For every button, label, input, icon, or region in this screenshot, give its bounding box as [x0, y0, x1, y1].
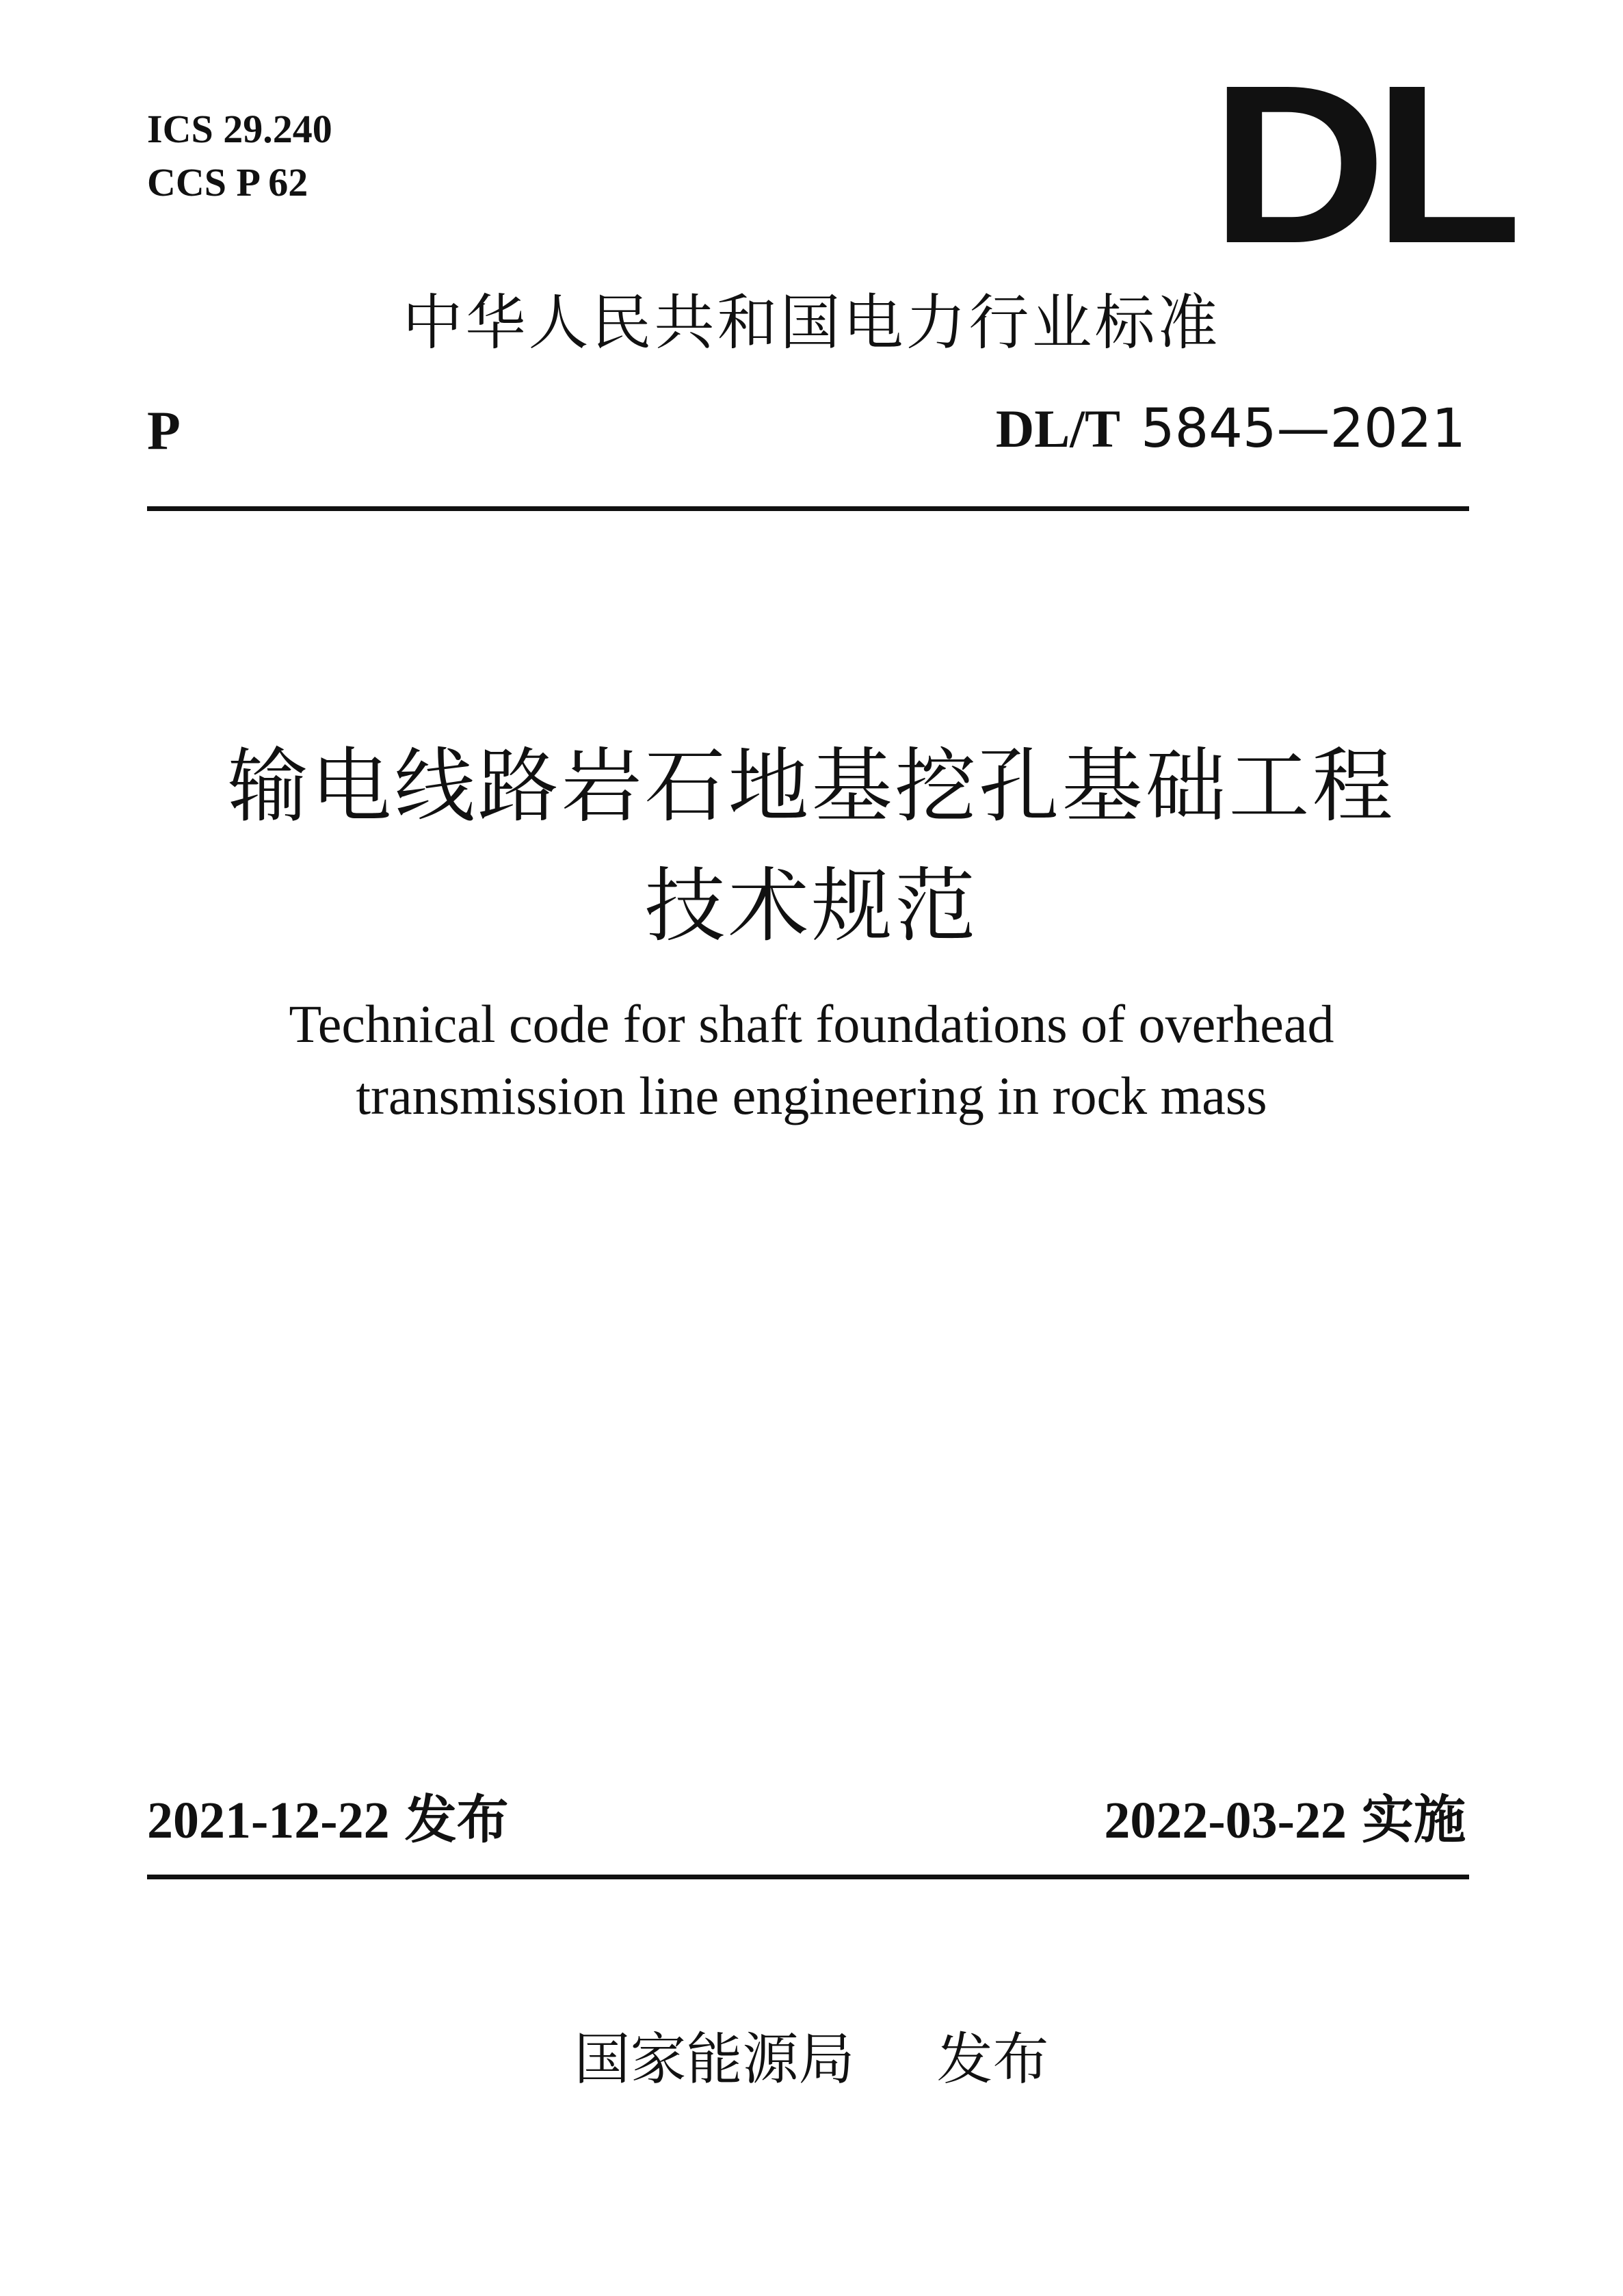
standard-number-prefix: DL/T [995, 399, 1120, 458]
title-chinese-line-2: 技术规范 [644, 862, 979, 952]
standard-number-value: 5845—2021 [1140, 398, 1466, 460]
standard-type-heading: 中华人民共和国电力行业标准 [402, 287, 1221, 358]
ics-code: ICS 29.240 [147, 107, 332, 151]
issue-date-value: 2021-12-22 [147, 1792, 390, 1849]
publisher [0, 2027, 1623, 2092]
issue-date-label: 发布 [404, 1789, 509, 1850]
implementation-date-value: 2022-03-22 [1104, 1792, 1347, 1849]
classification-code: P [147, 401, 181, 461]
bottom-divider [147, 1875, 1469, 1879]
dl-logo: DL [1211, 38, 1509, 290]
standard-number [995, 398, 1466, 460]
implementation-date-label: 实施 [1362, 1789, 1466, 1850]
top-divider [147, 506, 1469, 511]
issue-date [147, 1789, 509, 1850]
publisher-action: 发布 [936, 2027, 1049, 2092]
title-chinese-line-1: 输电线路岩石地基挖孔基础工程 [227, 742, 1396, 832]
title-english-line-2: transmission line engineering in rock mass [356, 1066, 1267, 1125]
ccs-code: CCS P 62 [147, 160, 308, 205]
publisher-name: 国家能源局 [574, 2027, 855, 2092]
title-english-line-1: Technical code for shaft foundations of overhead [289, 994, 1334, 1054]
implementation-date [1104, 1789, 1466, 1850]
